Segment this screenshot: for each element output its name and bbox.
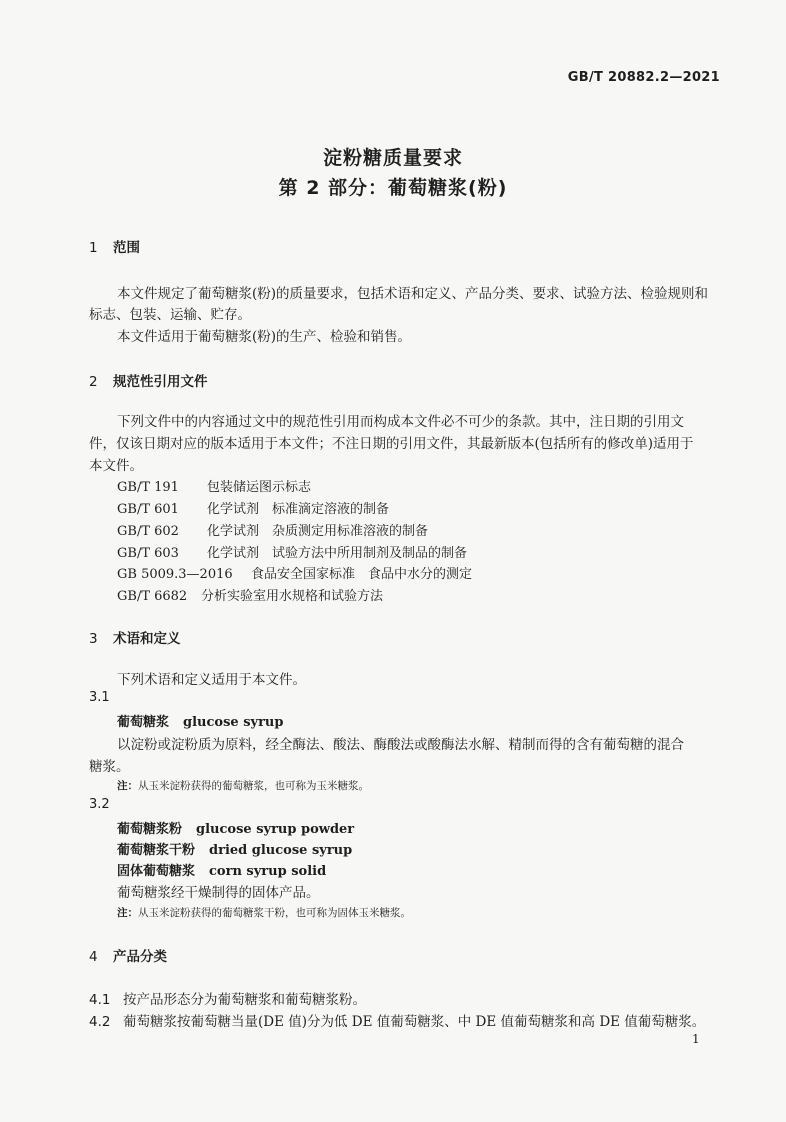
section-2-heading <box>89 370 208 390</box>
reference-code: GB/T 6682 <box>117 589 188 604</box>
section-title: 规范性引用文件 <box>113 374 208 390</box>
clause-number: 4.1 <box>89 992 111 1008</box>
note <box>117 778 369 793</box>
definition-line: 葡萄糖浆经干燥制得的固体产品。 <box>117 885 320 901</box>
paragraph-line: 本文件规定了葡萄糖浆(粉)的质量要求，包括术语和定义、产品分类、要求、试验方法、检验规则和 <box>117 286 709 302</box>
title-line-1: 淀粉糖质量要求 <box>322 147 463 169</box>
term-entry <box>117 711 283 730</box>
reference-code: GB 5009.3—2016 <box>117 567 233 582</box>
reference-item <box>117 520 428 539</box>
clause-text: 葡萄糖浆按葡萄糖当量(DE 值)分为低 DE 值葡萄糖浆、中 DE 值葡萄糖浆和高 DE 值葡萄糖浆。 <box>123 1014 706 1030</box>
title-line-2: 第 2 部分：葡萄糖浆(粉) <box>278 177 508 199</box>
section-3-heading <box>89 627 181 647</box>
reference-code: GB/T 602 <box>117 524 179 539</box>
reference-title: 化学试剂 试验方法中所用制剂及制品的制备 <box>207 546 468 561</box>
reference-item <box>117 563 472 582</box>
reference-item <box>117 476 311 495</box>
clause <box>89 1010 705 1030</box>
term-chinese: 葡萄糖浆粉 <box>117 822 183 837</box>
clause-text: 按产品形态分为葡萄糖浆和葡萄糖浆粉。 <box>123 992 366 1008</box>
subclause-number: 3.1 <box>89 690 110 705</box>
note-label: 注： <box>117 780 138 792</box>
definition-line: 糖浆。 <box>89 759 130 775</box>
subclause-number: 3.2 <box>89 797 110 812</box>
reference-item <box>117 585 383 604</box>
term-entry <box>117 860 326 879</box>
definition-line: 以淀粉或淀粉质为原料，经全酶法、酸法、酶酸法或酸酶法水解、精制而得的含有葡萄糖的混合 <box>117 737 684 753</box>
standard-number: GB/T 20882.2—2021 <box>567 70 720 85</box>
paragraph-line: 标志、包装、运输、贮存。 <box>89 307 251 323</box>
term-entry <box>117 818 354 837</box>
note <box>117 905 411 920</box>
page-number: 1 <box>692 1032 700 1046</box>
reference-title: 食品安全国家标准 食品中水分的测定 <box>251 567 473 582</box>
paragraph-line: 下列术语和定义适用于本文件。 <box>117 672 306 688</box>
note-label: 注： <box>117 907 138 919</box>
note-text: 从玉米淀粉获得的葡萄糖浆干粉，也可称为固体玉米糖浆。 <box>138 907 411 919</box>
section-title: 范围 <box>113 240 140 256</box>
reference-item <box>117 542 467 561</box>
section-1-heading <box>89 236 140 256</box>
reference-title: 化学试剂 标准滴定溶液的制备 <box>207 502 390 517</box>
term-english: dried glucose syrup <box>209 843 353 858</box>
reference-code: GB/T 603 <box>117 546 179 561</box>
section-title: 产品分类 <box>113 949 167 965</box>
section-number: 2 <box>89 374 98 390</box>
section-number: 1 <box>89 240 98 256</box>
reference-title: 化学试剂 杂质测定用标准溶液的制备 <box>207 524 429 539</box>
reference-title: 分析实验室用水规格和试验方法 <box>201 589 384 604</box>
term-chinese: 固体葡萄糖浆 <box>117 864 196 879</box>
paragraph-line: 本文件适用于葡萄糖浆(粉)的生产、检验和销售。 <box>117 329 412 345</box>
note-text: 从玉米淀粉获得的葡萄糖浆，也可称为玉米糖浆。 <box>138 780 369 792</box>
paragraph-line: 下列文件中的内容通过文中的规范性引用而构成本文件必不可少的条款。其中，注日期的引用文 <box>117 414 684 430</box>
reference-code: GB/T 191 <box>117 480 179 495</box>
clause <box>89 988 366 1008</box>
term-chinese: 葡萄糖浆干粉 <box>117 843 196 858</box>
term-english: corn syrup solid <box>209 864 327 879</box>
clause-number: 4.2 <box>89 1014 111 1030</box>
term-english: glucose syrup powder <box>196 822 355 837</box>
paragraph-line: 件，仅该日期对应的版本适用于本文件；不注日期的引用文件，其最新版本(包括所有的修改单)适用于 <box>89 436 694 452</box>
term-chinese: 葡萄糖浆 <box>117 715 170 730</box>
reference-title: 包装储运图示标志 <box>207 480 312 495</box>
section-number: 3 <box>89 631 98 647</box>
section-number: 4 <box>89 949 98 965</box>
section-title: 术语和定义 <box>113 631 181 647</box>
term-english: glucose syrup <box>183 715 284 730</box>
section-4-heading <box>89 945 167 965</box>
reference-code: GB/T 601 <box>117 502 179 517</box>
paragraph-line: 本文件。 <box>89 458 143 474</box>
reference-item <box>117 498 389 517</box>
term-entry <box>117 839 352 858</box>
